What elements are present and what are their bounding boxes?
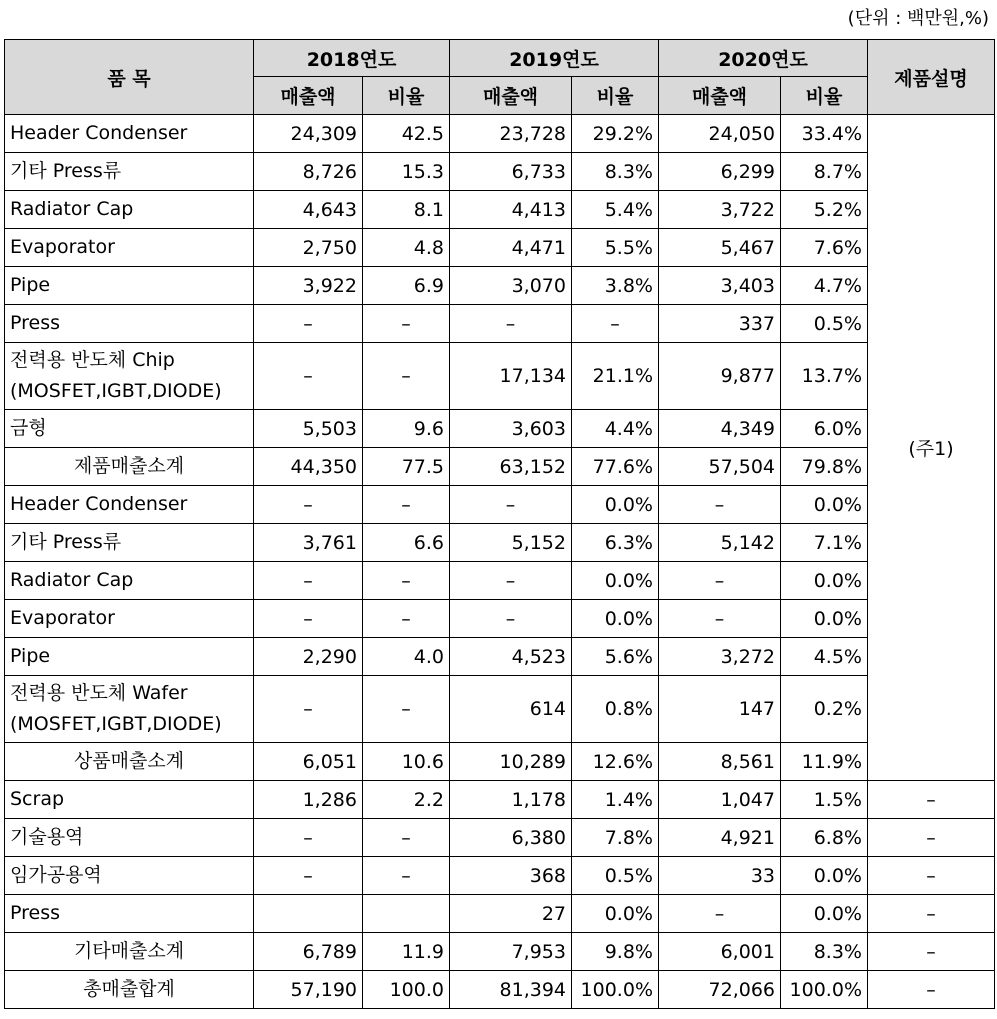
- description-cell: –: [868, 781, 995, 819]
- sales-cell: 57,190: [254, 971, 363, 1009]
- row-item-line1: 전력용 반도체 Wafer: [10, 682, 188, 704]
- sales-cell: –: [254, 343, 363, 410]
- sales-cell: 337: [659, 305, 781, 343]
- table-row: [5, 895, 995, 933]
- row-item-label: Press: [5, 895, 254, 933]
- ratio-cell: 7.1%: [781, 524, 868, 562]
- sales-cell: –: [450, 562, 572, 600]
- ratio-cell: 5.5%: [572, 229, 659, 267]
- row-item-label: 상품매출소계: [5, 743, 254, 781]
- sales-cell: –: [659, 600, 781, 638]
- ratio-cell: 79.8%: [781, 448, 868, 486]
- ratio-cell: 10.6: [363, 743, 450, 781]
- ratio-cell: 100.0%: [781, 971, 868, 1009]
- ratio-cell: 5.6%: [572, 638, 659, 676]
- row-item-label: Radiator Cap: [5, 191, 254, 229]
- header-item: 품 목: [5, 40, 254, 115]
- row-item-label: Header Condenser: [5, 486, 254, 524]
- ratio-cell: [363, 895, 450, 933]
- row-item-label: 기술용역: [5, 819, 254, 857]
- sales-cell: 2,290: [254, 638, 363, 676]
- sales-cell: 8,561: [659, 743, 781, 781]
- ratio-cell: 3.8%: [572, 267, 659, 305]
- sales-cell: –: [254, 305, 363, 343]
- sales-cell: 1,047: [659, 781, 781, 819]
- ratio-cell: 0.0%: [781, 600, 868, 638]
- header-sales: 매출액: [659, 77, 781, 115]
- row-item-label: [5, 676, 254, 743]
- sales-cell: 614: [450, 676, 572, 743]
- ratio-cell: 0.0%: [781, 562, 868, 600]
- ratio-cell: 5.2%: [781, 191, 868, 229]
- table-row: [5, 229, 995, 267]
- table-row: [5, 115, 995, 153]
- sales-cell: 6,001: [659, 933, 781, 971]
- row-item-label: Evaporator: [5, 600, 254, 638]
- ratio-cell: 15.3: [363, 153, 450, 191]
- table-row: [5, 743, 995, 781]
- ratio-cell: –: [363, 819, 450, 857]
- header-sales: 매출액: [450, 77, 572, 115]
- ratio-cell: 0.0%: [572, 486, 659, 524]
- sales-cell: –: [254, 562, 363, 600]
- sales-cell: 1,178: [450, 781, 572, 819]
- table-row: [5, 191, 995, 229]
- ratio-cell: 12.6%: [572, 743, 659, 781]
- sales-cell: –: [659, 486, 781, 524]
- table-row: [5, 343, 995, 410]
- ratio-cell: 0.8%: [572, 676, 659, 743]
- ratio-cell: 2.2: [363, 781, 450, 819]
- header-ratio: 비율: [572, 77, 659, 115]
- sales-cell: 1,286: [254, 781, 363, 819]
- ratio-cell: 7.6%: [781, 229, 868, 267]
- ratio-cell: 42.5: [363, 115, 450, 153]
- sales-cell: 3,761: [254, 524, 363, 562]
- sales-cell: 72,066: [659, 971, 781, 1009]
- sales-cell: 3,722: [659, 191, 781, 229]
- sales-cell: 8,726: [254, 153, 363, 191]
- sales-cell: 81,394: [450, 971, 572, 1009]
- table-row: [5, 857, 995, 895]
- table-row: [5, 524, 995, 562]
- sales-cell: 27: [450, 895, 572, 933]
- table-row: [5, 448, 995, 486]
- row-item-label: 기타 Press류: [5, 524, 254, 562]
- ratio-cell: 4.8: [363, 229, 450, 267]
- row-item-label: Evaporator: [5, 229, 254, 267]
- ratio-cell: 13.7%: [781, 343, 868, 410]
- row-item-label: Pipe: [5, 638, 254, 676]
- sales-cell: –: [254, 600, 363, 638]
- ratio-cell: 0.5%: [572, 857, 659, 895]
- sales-cell: 7,953: [450, 933, 572, 971]
- header-description: 제품설명: [868, 40, 995, 115]
- ratio-cell: 0.0%: [572, 600, 659, 638]
- sales-cell: –: [254, 819, 363, 857]
- sales-cell: 6,051: [254, 743, 363, 781]
- sales-cell: 3,403: [659, 267, 781, 305]
- ratio-cell: –: [363, 562, 450, 600]
- sales-cell: 9,877: [659, 343, 781, 410]
- sales-cell: –: [450, 600, 572, 638]
- header-year-2019: 2019연도: [450, 40, 659, 77]
- row-item-label: 금형: [5, 410, 254, 448]
- sales-cell: 2,750: [254, 229, 363, 267]
- sales-cell: –: [254, 676, 363, 743]
- ratio-cell: –: [363, 343, 450, 410]
- row-item-label: 기타매출소계: [5, 933, 254, 971]
- ratio-cell: –: [363, 486, 450, 524]
- header-year-2018: 2018연도: [254, 40, 450, 77]
- sales-cell: 44,350: [254, 448, 363, 486]
- ratio-cell: 7.8%: [572, 819, 659, 857]
- sales-cell: [254, 895, 363, 933]
- ratio-cell: –: [363, 600, 450, 638]
- sales-cell: 24,309: [254, 115, 363, 153]
- table-row: [5, 638, 995, 676]
- row-item-label: 총매출합계: [5, 971, 254, 1009]
- row-item-line1: 전력용 반도체 Chip: [10, 349, 175, 371]
- row-item-label: 기타 Press류: [5, 153, 254, 191]
- sales-cell: 24,050: [659, 115, 781, 153]
- table-row: [5, 676, 995, 743]
- ratio-cell: 4.5%: [781, 638, 868, 676]
- ratio-cell: 8.1: [363, 191, 450, 229]
- sales-table: [4, 39, 995, 1009]
- ratio-cell: 21.1%: [572, 343, 659, 410]
- sales-cell: 4,471: [450, 229, 572, 267]
- ratio-cell: –: [572, 305, 659, 343]
- sales-cell: 6,380: [450, 819, 572, 857]
- ratio-cell: 0.0%: [781, 486, 868, 524]
- sales-cell: –: [450, 486, 572, 524]
- ratio-cell: 4.7%: [781, 267, 868, 305]
- header-year-2020: 2020연도: [659, 40, 868, 77]
- ratio-cell: 4.4%: [572, 410, 659, 448]
- ratio-cell: 0.2%: [781, 676, 868, 743]
- table-row: [5, 410, 995, 448]
- ratio-cell: 0.0%: [781, 895, 868, 933]
- ratio-cell: 11.9%: [781, 743, 868, 781]
- ratio-cell: 6.0%: [781, 410, 868, 448]
- ratio-cell: 6.8%: [781, 819, 868, 857]
- table-row: [5, 819, 995, 857]
- description-cell: –: [868, 857, 995, 895]
- sales-cell: 4,921: [659, 819, 781, 857]
- product-note: (주1): [868, 115, 995, 781]
- sales-cell: 6,789: [254, 933, 363, 971]
- unit-label: (단위 : 백만원,%): [847, 8, 989, 29]
- sales-cell: 23,728: [450, 115, 572, 153]
- description-cell: –: [868, 895, 995, 933]
- ratio-cell: 0.0%: [572, 895, 659, 933]
- sales-cell: 33: [659, 857, 781, 895]
- sales-cell: 63,152: [450, 448, 572, 486]
- ratio-cell: 6.6: [363, 524, 450, 562]
- row-item-label: 제품매출소계: [5, 448, 254, 486]
- row-item-line2: (MOSFET,IGBT,DIODE): [10, 380, 222, 402]
- table-row: [5, 562, 995, 600]
- ratio-cell: 77.5: [363, 448, 450, 486]
- sales-cell: 6,299: [659, 153, 781, 191]
- sales-cell: 4,413: [450, 191, 572, 229]
- ratio-cell: 0.5%: [781, 305, 868, 343]
- sales-cell: 5,142: [659, 524, 781, 562]
- sales-cell: 5,467: [659, 229, 781, 267]
- ratio-cell: 0.0%: [781, 857, 868, 895]
- table-row: [5, 267, 995, 305]
- ratio-cell: 77.6%: [572, 448, 659, 486]
- row-item-label: Header Condenser: [5, 115, 254, 153]
- ratio-cell: 11.9: [363, 933, 450, 971]
- ratio-cell: 8.3%: [572, 153, 659, 191]
- sales-cell: 3,272: [659, 638, 781, 676]
- ratio-cell: 4.0: [363, 638, 450, 676]
- sales-cell: –: [659, 895, 781, 933]
- row-item-label: [5, 343, 254, 410]
- ratio-cell: 6.9: [363, 267, 450, 305]
- description-cell: –: [868, 971, 995, 1009]
- row-item-line2: (MOSFET,IGBT,DIODE): [10, 713, 222, 735]
- ratio-cell: 8.3%: [781, 933, 868, 971]
- table-row: [5, 933, 995, 971]
- header-ratio: 비율: [363, 77, 450, 115]
- sales-cell: 4,523: [450, 638, 572, 676]
- table-row: [5, 781, 995, 819]
- sales-cell: –: [254, 857, 363, 895]
- sales-cell: 3,603: [450, 410, 572, 448]
- sales-cell: 6,733: [450, 153, 572, 191]
- sales-cell: 3,070: [450, 267, 572, 305]
- sales-cell: 4,643: [254, 191, 363, 229]
- table-body: [5, 115, 995, 1009]
- sales-cell: –: [659, 562, 781, 600]
- row-item-label: Press: [5, 305, 254, 343]
- ratio-cell: 29.2%: [572, 115, 659, 153]
- row-item-label: Scrap: [5, 781, 254, 819]
- sales-cell: 57,504: [659, 448, 781, 486]
- table-row: [5, 305, 995, 343]
- sales-cell: –: [450, 305, 572, 343]
- description-cell: –: [868, 819, 995, 857]
- ratio-cell: 9.6: [363, 410, 450, 448]
- ratio-cell: 9.8%: [572, 933, 659, 971]
- sales-cell: –: [254, 486, 363, 524]
- table-row: [5, 600, 995, 638]
- ratio-cell: 8.7%: [781, 153, 868, 191]
- ratio-cell: 1.4%: [572, 781, 659, 819]
- sales-cell: 10,289: [450, 743, 572, 781]
- ratio-cell: –: [363, 676, 450, 743]
- sales-cell: 147: [659, 676, 781, 743]
- ratio-cell: 0.0%: [572, 562, 659, 600]
- table-row: [5, 486, 995, 524]
- ratio-cell: 1.5%: [781, 781, 868, 819]
- row-item-label: Radiator Cap: [5, 562, 254, 600]
- header-sales: 매출액: [254, 77, 363, 115]
- table-row: [5, 153, 995, 191]
- row-item-label: Pipe: [5, 267, 254, 305]
- ratio-cell: –: [363, 305, 450, 343]
- sales-cell: 5,152: [450, 524, 572, 562]
- ratio-cell: 5.4%: [572, 191, 659, 229]
- ratio-cell: 100.0: [363, 971, 450, 1009]
- sales-cell: 368: [450, 857, 572, 895]
- table-row: [5, 971, 995, 1009]
- sales-cell: 3,922: [254, 267, 363, 305]
- ratio-cell: 6.3%: [572, 524, 659, 562]
- ratio-cell: –: [363, 857, 450, 895]
- row-item-label: 임가공용역: [5, 857, 254, 895]
- sales-cell: 4,349: [659, 410, 781, 448]
- ratio-cell: 100.0%: [572, 971, 659, 1009]
- description-cell: –: [868, 933, 995, 971]
- header-ratio: 비율: [781, 77, 868, 115]
- sales-cell: 17,134: [450, 343, 572, 410]
- sales-cell: 5,503: [254, 410, 363, 448]
- ratio-cell: 33.4%: [781, 115, 868, 153]
